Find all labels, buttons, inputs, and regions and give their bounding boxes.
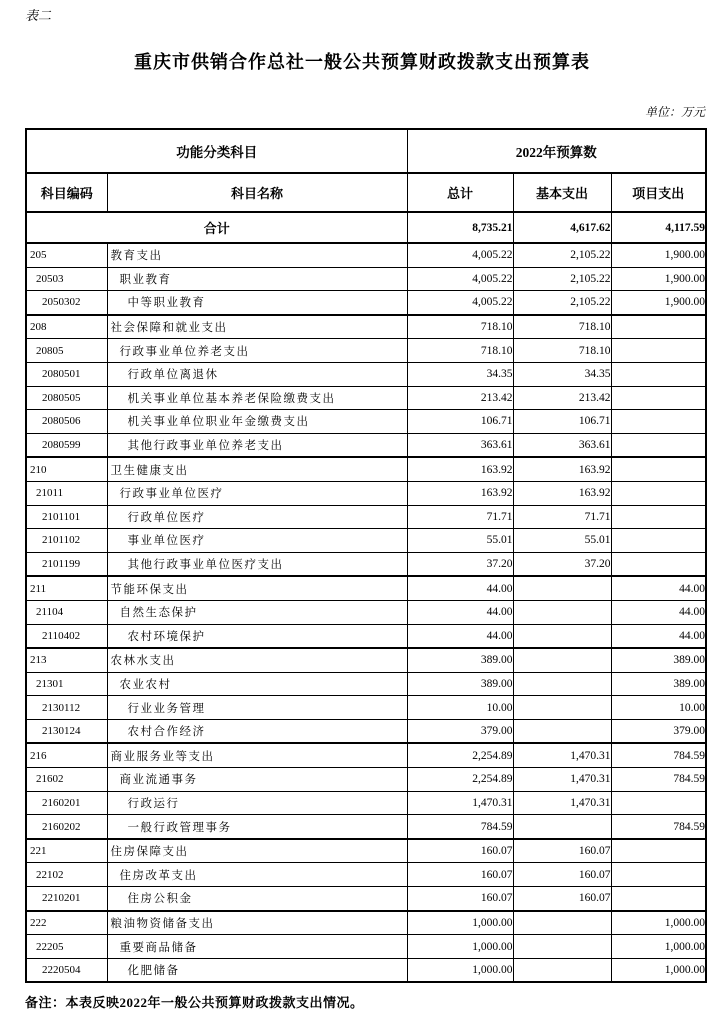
subject-code: 20503 [26, 267, 107, 291]
grand-total-project-value: 4,117.59 [611, 212, 706, 243]
subject-code: 2080599 [26, 433, 107, 457]
subject-name: 粮油物资储备支出 [107, 911, 407, 935]
project-expenditure-value [611, 863, 706, 887]
subject-code: 2101101 [26, 505, 107, 529]
subject-code: 210 [26, 457, 107, 481]
subject-name: 农林水支出 [107, 648, 407, 672]
subject-name: 行政事业单位养老支出 [107, 339, 407, 363]
project-expenditure-value [611, 386, 706, 410]
project-expenditure-value: 784.59 [611, 815, 706, 839]
total-value: 1,000.00 [407, 935, 513, 959]
project-expenditure-value [611, 552, 706, 576]
table-row [26, 339, 706, 363]
total-value: 379.00 [407, 719, 513, 743]
table-row [26, 315, 706, 339]
basic-expenditure-value [513, 600, 611, 624]
subject-code: 205 [26, 243, 107, 267]
subject-name: 农村环境保护 [107, 624, 407, 648]
basic-expenditure-value [513, 672, 611, 696]
subject-name: 化肥储备 [107, 958, 407, 982]
basic-expenditure-value [513, 911, 611, 935]
subject-code: 21104 [26, 600, 107, 624]
table-row [26, 505, 706, 529]
subject-name: 职业教育 [107, 267, 407, 291]
basic-expenditure-value [513, 958, 611, 982]
table-row [26, 887, 706, 911]
subject-code: 2220504 [26, 958, 107, 982]
subject-name: 机关事业单位职业年金缴费支出 [107, 410, 407, 434]
total-value: 1,000.00 [407, 958, 513, 982]
unit-note: 单位：万元 [644, 105, 705, 119]
col-header-basic-expenditure: 基本支出 [513, 173, 611, 212]
col-header-subject-code: 科目编码 [26, 173, 107, 212]
total-value: 106.71 [407, 410, 513, 434]
grand-total-basic-value: 4,617.62 [513, 212, 611, 243]
budget-rows [26, 243, 706, 982]
subject-code: 2160201 [26, 791, 107, 815]
basic-expenditure-value: 1,470.31 [513, 743, 611, 767]
subject-name: 商业服务业等支出 [107, 743, 407, 767]
total-value: 4,005.22 [407, 291, 513, 315]
table-row [26, 911, 706, 935]
basic-expenditure-value [513, 696, 611, 720]
grand-total-row [26, 212, 706, 243]
table-row [26, 410, 706, 434]
subject-name: 住房改革支出 [107, 863, 407, 887]
subject-code: 2210201 [26, 887, 107, 911]
subject-code: 2130124 [26, 719, 107, 743]
col-header-total: 总计 [407, 173, 513, 212]
table-row [26, 624, 706, 648]
subject-code: 211 [26, 576, 107, 600]
basic-expenditure-value: 163.92 [513, 457, 611, 481]
total-value: 4,005.22 [407, 243, 513, 267]
total-value: 160.07 [407, 863, 513, 887]
total-value: 2,254.89 [407, 743, 513, 767]
project-expenditure-value [611, 481, 706, 505]
basic-expenditure-value: 2,105.22 [513, 243, 611, 267]
subject-name: 行业业务管理 [107, 696, 407, 720]
project-expenditure-value: 1,000.00 [611, 935, 706, 959]
basic-expenditure-value [513, 935, 611, 959]
total-value: 718.10 [407, 339, 513, 363]
project-expenditure-value [611, 887, 706, 911]
project-expenditure-value: 44.00 [611, 624, 706, 648]
project-expenditure-value [611, 839, 706, 863]
table-row [26, 863, 706, 887]
subject-name: 其他行政事业单位养老支出 [107, 433, 407, 457]
table-row [26, 696, 706, 720]
table-row [26, 768, 706, 792]
basic-expenditure-value: 37.20 [513, 552, 611, 576]
subject-name: 教育支出 [107, 243, 407, 267]
total-value: 1,000.00 [407, 911, 513, 935]
table-row [26, 600, 706, 624]
total-value: 163.92 [407, 481, 513, 505]
table-row [26, 672, 706, 696]
subject-code: 20805 [26, 339, 107, 363]
table-row [26, 839, 706, 863]
project-expenditure-value: 389.00 [611, 648, 706, 672]
page-title: 重庆市供销合作总社一般公共预算财政拨款支出预算表 [134, 52, 590, 72]
table-row [26, 457, 706, 481]
basic-expenditure-value [513, 624, 611, 648]
total-value: 2,254.89 [407, 768, 513, 792]
table-row [26, 433, 706, 457]
subject-code: 21011 [26, 481, 107, 505]
total-value: 160.07 [407, 839, 513, 863]
basic-expenditure-value [513, 719, 611, 743]
subject-name: 商业流通事务 [107, 768, 407, 792]
subject-name: 行政单位医疗 [107, 505, 407, 529]
basic-expenditure-value: 160.07 [513, 863, 611, 887]
basic-expenditure-value: 160.07 [513, 887, 611, 911]
subject-code: 2101102 [26, 529, 107, 553]
subject-code: 222 [26, 911, 107, 935]
table-row [26, 267, 706, 291]
project-expenditure-value [611, 505, 706, 529]
basic-expenditure-value: 2,105.22 [513, 267, 611, 291]
total-value: 10.00 [407, 696, 513, 720]
table-row [26, 648, 706, 672]
total-value: 784.59 [407, 815, 513, 839]
project-expenditure-value: 1,900.00 [611, 291, 706, 315]
total-value: 163.92 [407, 457, 513, 481]
subject-code: 208 [26, 315, 107, 339]
footnote: 备注：本表反映2022年一般公共预算财政拨款支出情况。 [25, 995, 364, 1010]
subject-code: 2080506 [26, 410, 107, 434]
subject-code: 2160202 [26, 815, 107, 839]
subject-name: 节能环保支出 [107, 576, 407, 600]
total-value: 389.00 [407, 648, 513, 672]
basic-expenditure-value: 55.01 [513, 529, 611, 553]
table-row [26, 291, 706, 315]
basic-expenditure-value: 1,470.31 [513, 768, 611, 792]
project-expenditure-value: 1,900.00 [611, 267, 706, 291]
total-value: 44.00 [407, 600, 513, 624]
basic-expenditure-value: 718.10 [513, 339, 611, 363]
project-expenditure-value: 44.00 [611, 600, 706, 624]
subject-name: 卫生健康支出 [107, 457, 407, 481]
header-functional-classification: 功能分类科目 [26, 129, 407, 173]
table-row [26, 719, 706, 743]
table-row [26, 552, 706, 576]
table-number-label: 表二 [25, 8, 52, 23]
subject-code: 21602 [26, 768, 107, 792]
project-expenditure-value [611, 362, 706, 386]
subject-code: 2130112 [26, 696, 107, 720]
subject-name: 行政事业单位医疗 [107, 481, 407, 505]
col-header-subject-name: 科目名称 [107, 173, 407, 212]
table-row [26, 576, 706, 600]
total-value: 389.00 [407, 672, 513, 696]
subject-code: 213 [26, 648, 107, 672]
project-expenditure-value: 389.00 [611, 672, 706, 696]
table-row [26, 243, 706, 267]
project-expenditure-value: 784.59 [611, 768, 706, 792]
project-expenditure-value: 379.00 [611, 719, 706, 743]
project-expenditure-value: 1,000.00 [611, 911, 706, 935]
project-expenditure-value: 44.00 [611, 576, 706, 600]
subject-name: 农业农村 [107, 672, 407, 696]
table-row [26, 791, 706, 815]
subject-name: 住房公积金 [107, 887, 407, 911]
total-value: 4,005.22 [407, 267, 513, 291]
total-value: 363.61 [407, 433, 513, 457]
subject-code: 2110402 [26, 624, 107, 648]
subject-name: 行政运行 [107, 791, 407, 815]
subject-code: 221 [26, 839, 107, 863]
basic-expenditure-value [513, 576, 611, 600]
subject-name: 中等职业教育 [107, 291, 407, 315]
basic-expenditure-value: 213.42 [513, 386, 611, 410]
project-expenditure-value [611, 410, 706, 434]
total-value: 71.71 [407, 505, 513, 529]
total-value: 718.10 [407, 315, 513, 339]
table-row [26, 958, 706, 982]
subject-code: 2101199 [26, 552, 107, 576]
subject-name: 一般行政管理事务 [107, 815, 407, 839]
subject-code: 2050302 [26, 291, 107, 315]
subject-name: 其他行政事业单位医疗支出 [107, 552, 407, 576]
subject-name: 事业单位医疗 [107, 529, 407, 553]
table-row [26, 386, 706, 410]
project-expenditure-value [611, 457, 706, 481]
subject-code: 2080501 [26, 362, 107, 386]
subject-code: 216 [26, 743, 107, 767]
table-row [26, 481, 706, 505]
table-row [26, 743, 706, 767]
project-expenditure-value [611, 433, 706, 457]
table-row [26, 815, 706, 839]
project-expenditure-value [611, 529, 706, 553]
total-value: 213.42 [407, 386, 513, 410]
grand-total-value: 8,735.21 [407, 212, 513, 243]
basic-expenditure-value: 718.10 [513, 315, 611, 339]
total-value: 1,470.31 [407, 791, 513, 815]
subject-name: 社会保障和就业支出 [107, 315, 407, 339]
table-row [26, 529, 706, 553]
total-value: 34.35 [407, 362, 513, 386]
table-row [26, 935, 706, 959]
basic-expenditure-value: 160.07 [513, 839, 611, 863]
project-expenditure-value: 1,900.00 [611, 243, 706, 267]
basic-expenditure-value: 34.35 [513, 362, 611, 386]
project-expenditure-value [611, 315, 706, 339]
subject-name: 农村合作经济 [107, 719, 407, 743]
subject-code: 21301 [26, 672, 107, 696]
basic-expenditure-value: 2,105.22 [513, 291, 611, 315]
basic-expenditure-value: 1,470.31 [513, 791, 611, 815]
subject-name: 住房保障支出 [107, 839, 407, 863]
subject-code: 22205 [26, 935, 107, 959]
col-header-project-expenditure: 项目支出 [611, 173, 706, 212]
basic-expenditure-value: 163.92 [513, 481, 611, 505]
total-value: 37.20 [407, 552, 513, 576]
header-2022-budget: 2022年预算数 [407, 129, 706, 173]
basic-expenditure-value [513, 648, 611, 672]
project-expenditure-value [611, 339, 706, 363]
grand-total-label: 合计 [26, 212, 407, 243]
subject-name: 机关事业单位基本养老保险缴费支出 [107, 386, 407, 410]
project-expenditure-value [611, 791, 706, 815]
basic-expenditure-value: 363.61 [513, 433, 611, 457]
total-value: 160.07 [407, 887, 513, 911]
project-expenditure-value: 784.59 [611, 743, 706, 767]
project-expenditure-value: 1,000.00 [611, 958, 706, 982]
project-expenditure-value: 10.00 [611, 696, 706, 720]
subject-name: 自然生态保护 [107, 600, 407, 624]
subject-name: 行政单位离退休 [107, 362, 407, 386]
subject-name: 重要商品储备 [107, 935, 407, 959]
table-row [26, 362, 706, 386]
total-value: 44.00 [407, 576, 513, 600]
subject-code: 2080505 [26, 386, 107, 410]
header-group-row [26, 129, 706, 173]
subject-code: 22102 [26, 863, 107, 887]
total-value: 55.01 [407, 529, 513, 553]
basic-expenditure-value: 106.71 [513, 410, 611, 434]
budget-table [25, 128, 707, 983]
total-value: 44.00 [407, 624, 513, 648]
basic-expenditure-value [513, 815, 611, 839]
basic-expenditure-value: 71.71 [513, 505, 611, 529]
header-columns-row [26, 173, 706, 212]
table-header [26, 129, 706, 243]
